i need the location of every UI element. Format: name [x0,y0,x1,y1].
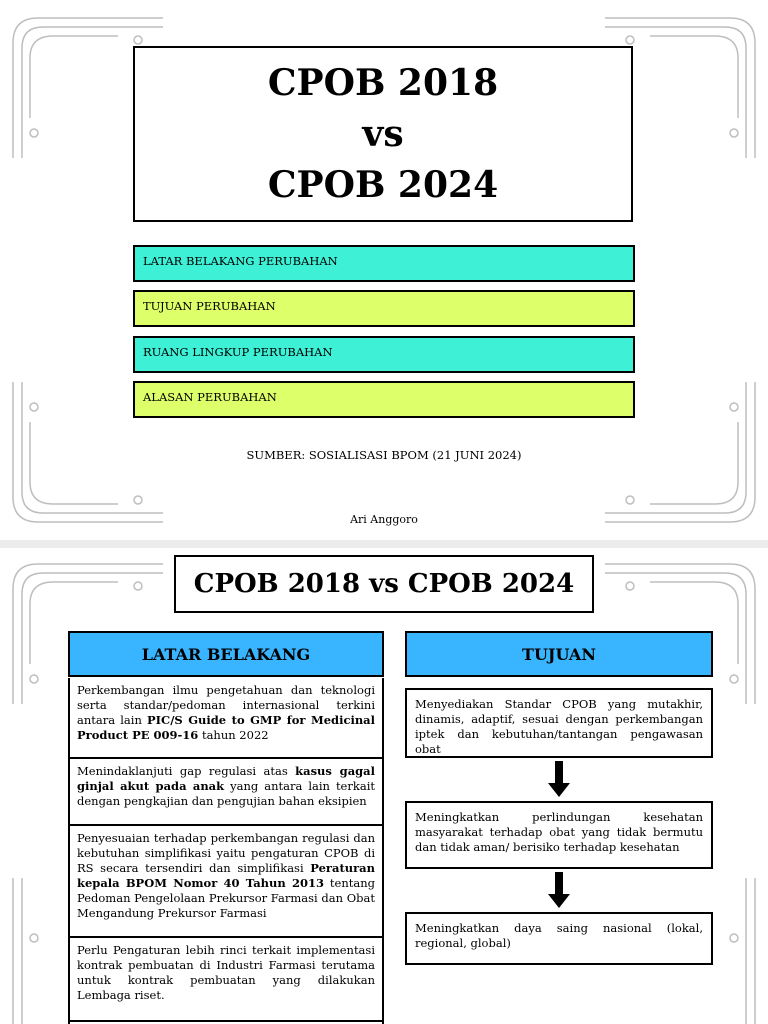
latar-belakang-item [70,759,382,826]
topic-tujuan: TUJUAN PERUBAHAN [133,290,635,327]
cover-title-line-1: CPOB 2018 [267,61,499,104]
latar-belakang-item [70,826,382,938]
item-text: tahun 2022 [198,728,269,742]
author-name: Ari Anggoro [350,513,418,526]
cover-title-box [133,46,633,222]
comparison-title: CPOB 2018 vs CPOB 2024 [174,555,594,613]
source-note: SUMBER: SOSIALISASI BPOM (21 JUNI 2024) [246,448,522,462]
item-text: yang antara lain terkait dengan pengkajian dan pengujian bahan eksipien [77,779,375,808]
latar-belakang-list [68,678,384,1024]
down-arrow-icon [548,761,570,797]
item-bold-text: Peraturan kepala BPOM Nomor 40 Tahun 2013 [77,861,375,890]
item-text: Penyesuaian terhadap perkembangan regulasi dan kebutuhan simplifikasi yaitu pengaturan CPOB di RS secara tersendiri dan simplifikasi [77,831,375,875]
tujuan-item: Meningkatkan perlindungan kesehatan masyarakat terhadap obat yang tidak bermutu dan tidak aman/ berisiko terhadap kesehatan [405,801,713,869]
side-ornament-right-icon [720,878,760,1024]
item-text: Perlu Pengaturan lebih rinci terkait implementasi kontrak pembuatan di Industri Farmasi terutama untuk kontrak pembuatan yang dilakukan Lembaga riset. [77,943,375,1002]
item-text: tentang Pedoman Pengelolaan Prekursor Farmasi dan Obat Mengandung Prekursor Farmasi [77,876,375,920]
latar-belakang-header: LATAR BELAKANG [68,631,384,677]
topic-latar-belakang: LATAR BELAKANG PERUBAHAN [133,245,635,282]
topic-ruang-lingkup: RUANG LINGKUP PERUBAHAN [133,336,635,373]
cover-title-line-2: vs [362,112,404,155]
item-bold-text: PIC/S Guide to GMP for Medicinal Product PE 009-16 [77,713,375,742]
tujuan-item: Menyediakan Standar CPOB yang mutakhir, dinamis, adaptif, sesuai dengan perkembangan iptek dan kebutuhan/tantangan pengawasan obat [405,688,713,758]
cover-title-line-3: CPOB 2024 [267,163,499,206]
page-separator [0,540,768,548]
tujuan-header: TUJUAN [405,631,713,677]
side-ornament-left-icon [8,878,48,1024]
topic-alasan: ALASAN PERUBAHAN [133,381,635,418]
comparison-slide [0,548,768,1024]
item-text: Perkembangan ilmu pengetahuan dan teknologi serta standar/pedoman internasional terkini antara lain [77,683,375,727]
latar-belakang-item [70,678,382,759]
down-arrow-icon [548,872,570,908]
item-bold-text: kasus gagal ginjal akut pada anak [77,764,376,793]
tujuan-item: Meningkatkan daya saing nasional (lokal, regional, global) [405,912,713,965]
latar-belakang-item [70,938,382,1022]
item-text: Menindaklanjuti gap regulasi atas [77,764,296,778]
